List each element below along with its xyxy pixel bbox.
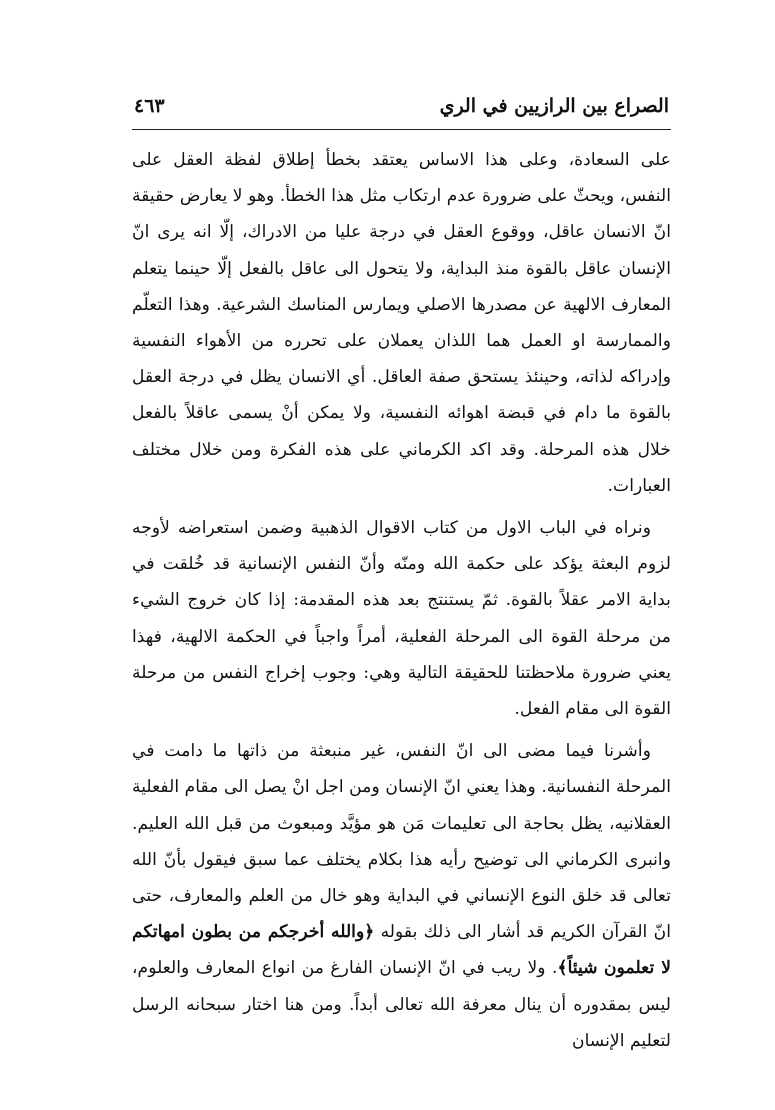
text-line: العمل هما اللذان يعملان على تحرره من الأهواء النفسية وإدراكه لذاته، وحينئذ [132,331,671,388]
text-line: الكرماني الى توضيح رأيه هذا بكلام يختلف عما سبق فيقول بأنّ الله تعالى قد [132,849,672,907]
text-line: . ولا ريب في انّ الإنسان الفارغ من انواع المعارف والعلوم، ليس بمقدوره [132,958,672,1015]
text-line: الالهية عن مصدرها الاصلي ويمارس المناسك الشرعية. وهذا التعلّم والممارسة او [132,294,671,352]
text-line: القوة الى المرحلة الفعلية، أمراً واجباً في الحكمة الالهية، فهذا يعني ضرورة [132,626,672,683]
paragraph-2 [132,510,671,727]
text-line: الكريم قد أشار الى ذلك بقوله [374,922,596,943]
text-line: ويحثّ على ضرورة عدم ارتكاب مثل هذا الخطأ. وهو لا يعارض حقيقة انّ [132,186,671,243]
page-number: ٤٦٣ [134,95,165,117]
header-title: الصراع بين الرازيين في الري [439,95,669,117]
quran-verse-end: شيئاً﴾ [557,958,598,979]
text-line: أن ينال معرفة الله تعالى أبداً. ومن هنا اختار سبحانه الرسل لتعليم الإنسان [132,994,671,1051]
text-line: يظل بحاجة الى تعليمات مَن هو مؤيَّد ومبعوث من قبل الله العليم. وانبرى [132,813,671,870]
text-line: الفعل. [514,699,560,720]
header-rule [132,129,671,130]
text-line: وأشرنا فيما مضى الى انّ النفس، غير منبعثة من ذاتها ما دامت في المرحلة [132,741,671,798]
quran-verse: ﴿والله أخرجكم من بطون امهاتكم لا تعلمون [132,922,671,979]
paragraph-3 [132,733,671,1059]
text-line: اهوائه النفسية، ولا يمكن أنْ يسمى عاقلاً بالفعل خلال هذه المرحلة. وقد اكد [132,403,671,460]
text-line: يستحق صفة العاقل. أي الانسان يظل في درجة العقل بالقوة ما دام في قبضة [132,367,671,424]
text-line: الانسان عاقل، ووقوع العقل في درجة عليا من الادراك، إلّا انه يرى انّ الإنسان [132,222,672,279]
text-line: لزوم البعثة يؤكد على حكمة الله ومنّه وأنّ النفس الإنسانية قد خُلقت في بداية [132,554,671,611]
text-line: خلق النوع الإنساني في البداية وهو خال من العلم والمعارف، حتى انّ القرآن [132,886,671,943]
text-line: ونراه في الباب الاول من كتاب الاقوال الذهبية وضمن استعراضه لأوجه [132,518,651,539]
text-line: ملاحظتنا للحقيقة التالية وهي: وجوب إخراج النفس من مرحلة القوة الى مقام [132,662,671,720]
book-page [132,95,671,1085]
paragraph-1 [132,142,671,504]
text-line: عاقل بالقوة منذ البداية، ولا يتحول الى عاقل بالفعل إلّا حينما يتعلم المعارف [132,258,671,315]
text-line: الكرماني على هذه الفكرة ومن خلال مختلف العبارات. [132,439,671,496]
running-header [132,95,671,125]
text-line: على السعادة، وعلى هذا الاساس يعتقد بخطأ إطلاق لفظة العقل على النفس، [132,150,671,207]
text-line: الامر عقلاً بالقوة. ثمّ يستنتج بعد هذه المقدمة: إذا كان خروج الشيء من مرحلة [132,590,671,647]
text-line: النفسانية. وهذا يعني انّ الإنسان ومن اجل انْ يصل الى مقام الفعلية العقلانيه، [132,777,671,834]
